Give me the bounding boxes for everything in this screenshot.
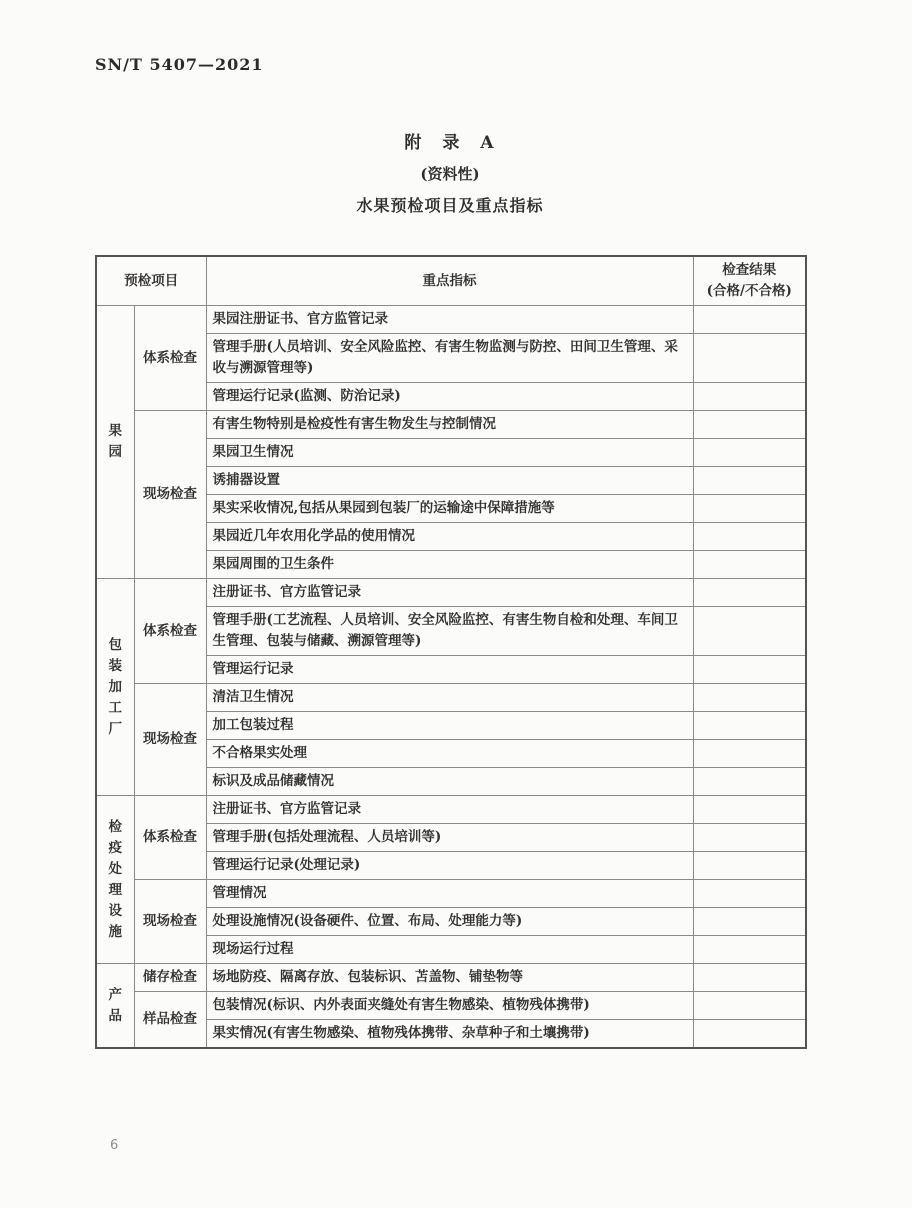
indicator-cell: 管理情况 (206, 880, 693, 908)
indicator-cell: 管理手册(包括处理流程、人员培训等) (206, 824, 693, 852)
table-row (96, 411, 806, 439)
category-cell-quarantine-facility: 检疫处理设施 (96, 796, 134, 964)
category-cell-packing-plant: 包装加工厂 (96, 579, 134, 796)
group-cell-site-check: 现场检查 (134, 411, 206, 579)
result-cell (693, 607, 806, 656)
indicator-cell: 果园周围的卫生条件 (206, 551, 693, 579)
result-cell (693, 880, 806, 908)
indicator-cell: 现场运行过程 (206, 936, 693, 964)
indicator-cell: 管理手册(工艺流程、人员培训、安全风险监控、有害生物自检和处理、车间卫生管理、包装与储藏、溯源管理等) (206, 607, 693, 656)
group-cell-site-check: 现场检查 (134, 684, 206, 796)
table-row (96, 579, 806, 607)
indicator-cell: 果实情况(有害生物感染、植物残体携带、杂草种子和土壤携带) (206, 1020, 693, 1049)
page-number: 6 (110, 1138, 119, 1153)
table-header-row (96, 256, 806, 306)
table-row (96, 992, 806, 1020)
indicator-cell: 果园卫生情况 (206, 439, 693, 467)
result-cell (693, 334, 806, 383)
result-cell (693, 1020, 806, 1049)
category-cell-orchard: 果园 (96, 306, 134, 579)
table-row (96, 880, 806, 908)
indicator-cell: 加工包装过程 (206, 712, 693, 740)
group-cell-system-check: 体系检查 (134, 306, 206, 411)
indicator-cell: 管理运行记录(监测、防治记录) (206, 383, 693, 411)
indicator-cell: 包装情况(标识、内外表面夹缝处有害生物感染、植物残体携带) (206, 992, 693, 1020)
result-cell (693, 740, 806, 768)
indicator-cell: 处理设施情况(设备硬件、位置、布局、处理能力等) (206, 908, 693, 936)
appendix-title-block (95, 128, 805, 216)
result-cell (693, 964, 806, 992)
result-cell (693, 824, 806, 852)
preinspection-table (95, 255, 807, 1049)
table-row (96, 306, 806, 334)
indicator-cell: 场地防疫、隔离存放、包装标识、苫盖物、铺垫物等 (206, 964, 693, 992)
result-cell (693, 684, 806, 712)
indicator-cell: 有害生物特别是检疫性有害生物发生与控制情况 (206, 411, 693, 439)
group-cell-sample-check: 样品检查 (134, 992, 206, 1049)
result-cell (693, 579, 806, 607)
header-cell-result (693, 256, 806, 306)
indicator-cell: 清洁卫生情况 (206, 684, 693, 712)
result-cell (693, 551, 806, 579)
result-cell (693, 908, 806, 936)
appendix-subtitle: (资料性) (420, 165, 480, 183)
indicator-cell: 注册证书、官方监管记录 (206, 579, 693, 607)
result-cell (693, 712, 806, 740)
indicator-cell: 管理手册(人员培训、安全风险监控、有害生物监测与防控、田间卫生管理、采收与溯源管理等) (206, 334, 693, 383)
result-cell (693, 992, 806, 1020)
result-cell (693, 768, 806, 796)
indicator-cell: 果园注册证书、官方监管记录 (206, 306, 693, 334)
header-cell-item: 预检项目 (96, 256, 206, 306)
table-row (96, 684, 806, 712)
table-title: 水果预检项目及重点指标 (356, 196, 544, 215)
document-code: SN/T 5407—2021 (95, 55, 264, 74)
result-cell (693, 852, 806, 880)
result-cell (693, 411, 806, 439)
indicator-cell: 诱捕器设置 (206, 467, 693, 495)
group-cell-site-check: 现场检查 (134, 880, 206, 964)
result-cell (693, 523, 806, 551)
result-cell (693, 439, 806, 467)
result-cell (693, 936, 806, 964)
header-result-line2: (合格/不合格) (706, 283, 792, 299)
result-cell (693, 656, 806, 684)
appendix-title: 附 录 A (404, 133, 496, 153)
indicator-cell: 果园近几年农用化学品的使用情况 (206, 523, 693, 551)
header-cell-indicator: 重点指标 (206, 256, 693, 306)
result-cell (693, 495, 806, 523)
indicator-cell: 不合格果实处理 (206, 740, 693, 768)
header-result-line1: 检查结果 (722, 262, 777, 278)
indicator-cell: 注册证书、官方监管记录 (206, 796, 693, 824)
indicator-cell: 标识及成品储藏情况 (206, 768, 693, 796)
indicator-cell: 管理运行记录 (206, 656, 693, 684)
indicator-cell: 管理运行记录(处理记录) (206, 852, 693, 880)
result-cell (693, 467, 806, 495)
group-cell-system-check: 体系检查 (134, 579, 206, 684)
indicator-cell: 果实采收情况,包括从果园到包装厂的运输途中保障措施等 (206, 495, 693, 523)
table-row (96, 964, 806, 992)
table-row (96, 796, 806, 824)
result-cell (693, 796, 806, 824)
result-cell (693, 306, 806, 334)
category-cell-product: 产品 (96, 964, 134, 1049)
group-cell-storage-check: 储存检查 (134, 964, 206, 992)
result-cell (693, 383, 806, 411)
group-cell-system-check: 体系检查 (134, 796, 206, 880)
